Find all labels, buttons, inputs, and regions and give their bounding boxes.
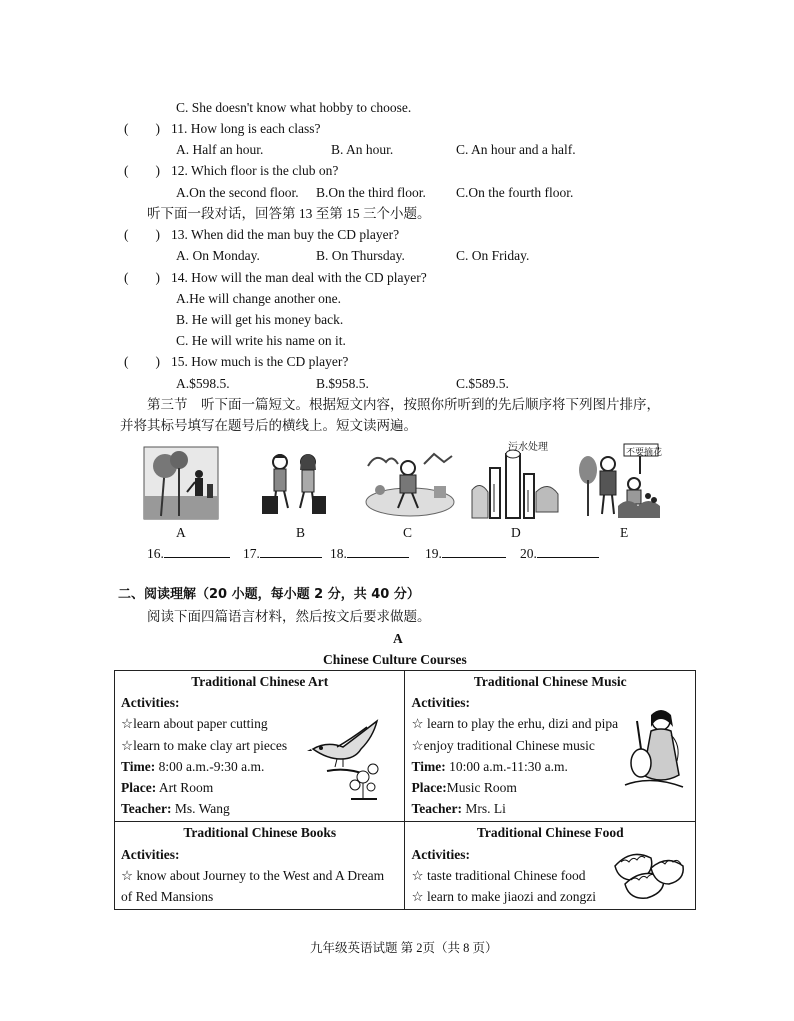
- picture-d-sign: 污水处理: [508, 442, 548, 453]
- section3-instruction-2: 并将其标号填写在题号后的横线上。短文读两遍。: [120, 418, 417, 433]
- picture-c: [364, 446, 456, 520]
- course-cell-food: [405, 822, 696, 910]
- activity-item: ☆learn to make clay art pieces: [121, 737, 288, 753]
- activity-item: ☆ learn to play the erhu, dizi and pipa: [411, 716, 619, 732]
- activity-item: ☆learn about paper cutting: [121, 716, 268, 732]
- q11-answer-paren[interactable]: ( ): [124, 121, 160, 136]
- place-value: Music Room: [446, 780, 517, 796]
- reading-heading: 二、阅读理解（20 小题，每小题 2 分，共 40 分）: [118, 587, 420, 602]
- picture-label-e: E: [620, 525, 629, 540]
- picture-d: [470, 440, 560, 520]
- teacher-row: [411, 798, 689, 819]
- q13-stem: 13. When did the man buy the CD player?: [171, 227, 400, 242]
- activities-label: Activities:: [121, 846, 180, 862]
- q12-answer-paren[interactable]: ( ): [124, 163, 160, 178]
- q14-stem: 14. How will the man deal with the CD player?: [171, 270, 427, 285]
- course-title-music: Traditional Chinese Music: [473, 674, 627, 689]
- q15-answer-paren[interactable]: ( ): [124, 354, 160, 369]
- answer-blank-18[interactable]: [330, 545, 409, 562]
- q14-option-a: A.He will change another one.: [176, 291, 341, 306]
- answer-blank-19[interactable]: [425, 545, 506, 562]
- q14-answer-paren[interactable]: ( ): [124, 270, 160, 285]
- q13-answer-paren[interactable]: ( ): [124, 227, 160, 242]
- q15-option-b: B.$958.5.: [316, 376, 369, 391]
- time-value: 8:00 a.m.-9:30 a.m.: [155, 758, 265, 774]
- answer-blank-16[interactable]: [147, 545, 230, 562]
- q12-stem: 12. Which floor is the club on?: [171, 163, 339, 178]
- teacher-value: Ms. Wang: [171, 801, 230, 817]
- activities-label: Activities:: [411, 846, 470, 862]
- course-cell-books: [115, 822, 405, 910]
- picture-label-c: C: [403, 525, 413, 540]
- q11-option-c: C. An hour and a half.: [456, 142, 576, 157]
- picture-label-b: B: [296, 525, 306, 540]
- activity-item: ☆ learn to make jiaozi and zongzi: [411, 889, 597, 905]
- picture-e: [578, 440, 662, 520]
- picture-label-a: A: [176, 525, 186, 540]
- instruction-13-15: 听下面一段对话，回答第 13 至第 15 三个小题。: [147, 206, 431, 221]
- answer-blank-17[interactable]: [243, 545, 322, 562]
- q11-option-a: A. Half an hour.: [176, 142, 264, 157]
- q10-option-c: C. She doesn't know what hobby to choose.: [176, 100, 412, 115]
- teacher-label: Teacher:: [411, 801, 462, 817]
- course-title-food: Traditional Chinese Food: [476, 825, 624, 841]
- q12-option-b: B.On the third floor.: [316, 185, 426, 200]
- blank-line[interactable]: [442, 545, 506, 558]
- activity-item: ☆ know about Journey to the West and A Dream: [121, 867, 385, 883]
- course-cell-art: [115, 671, 405, 822]
- activities-label: Activities:: [411, 695, 470, 711]
- q11-stem: 11. How long is each class?: [171, 121, 321, 136]
- time-value: 10:00 a.m.-11:30 a.m.: [445, 758, 568, 774]
- course-title-books: Traditional Chinese Books: [183, 825, 337, 841]
- blank-line[interactable]: [347, 545, 409, 558]
- q13-option-a: A. On Monday.: [176, 248, 260, 263]
- activity-item: of Red Mansions: [121, 889, 214, 905]
- picture-e-sign: 不要摘花: [626, 448, 663, 458]
- time-label: Time:: [411, 758, 446, 774]
- blank-line[interactable]: [260, 545, 322, 558]
- courses-table: [114, 670, 696, 910]
- place-value: Art Room: [156, 780, 214, 796]
- page-footer: 九年级英语试题 第 2页（共 8 页）: [310, 941, 498, 955]
- q15-stem: 15. How much is the CD player?: [171, 354, 349, 369]
- bird-flower-illustration: [307, 715, 393, 807]
- dumplings-illustration: [611, 844, 687, 908]
- answer-blank-20[interactable]: [520, 545, 599, 562]
- reading-intro: 阅读下面四篇语言材料，然后按文后要求做题。: [147, 609, 431, 624]
- passage-title: Chinese Culture Courses: [323, 652, 467, 667]
- activities-label: Activities:: [121, 695, 180, 711]
- q12-option-a: A.On the second floor.: [176, 185, 299, 200]
- picture-label-d: D: [511, 525, 521, 540]
- place-label: Place:: [411, 780, 447, 796]
- q14-option-c: C. He will write his name on it.: [176, 333, 346, 348]
- picture-b: [256, 446, 332, 520]
- blank-number: 20.: [520, 546, 537, 561]
- q14-option-b: B. He will get his money back.: [176, 312, 344, 327]
- q12-option-c: C.On the fourth floor.: [456, 185, 574, 200]
- section3-instruction-1: 第三节 听下面一篇短文。根据短文内容，按照你所听到的先后顺序将下列图片排序，: [147, 397, 660, 412]
- q15-option-c: C.$589.5.: [456, 376, 509, 391]
- blank-number: 17.: [243, 546, 260, 561]
- blank-number: 19.: [425, 546, 442, 561]
- q15-option-a: A.$598.5.: [176, 376, 230, 391]
- blank-line[interactable]: [164, 545, 230, 558]
- blank-line[interactable]: [537, 545, 599, 558]
- passage-letter: A: [393, 631, 403, 646]
- course-title-art: Traditional Chinese Art: [191, 674, 329, 689]
- pipa-player-illustration: [621, 705, 687, 797]
- place-label: Place:: [121, 780, 157, 796]
- picture-a: [143, 446, 219, 520]
- blank-number: 18.: [330, 546, 347, 561]
- course-cell-music: [405, 671, 696, 822]
- teacher-label: Teacher:: [121, 801, 172, 817]
- time-label: Time:: [121, 758, 156, 774]
- activity-item: ☆enjoy traditional Chinese music: [411, 737, 595, 753]
- blank-number: 16.: [147, 546, 164, 561]
- teacher-value: Mrs. Li: [461, 801, 506, 817]
- q13-option-b: B. On Thursday.: [316, 248, 405, 263]
- q11-option-b: B. An hour.: [331, 142, 394, 157]
- q13-option-c: C. On Friday.: [456, 248, 530, 263]
- activity-item: ☆ taste traditional Chinese food: [411, 867, 586, 883]
